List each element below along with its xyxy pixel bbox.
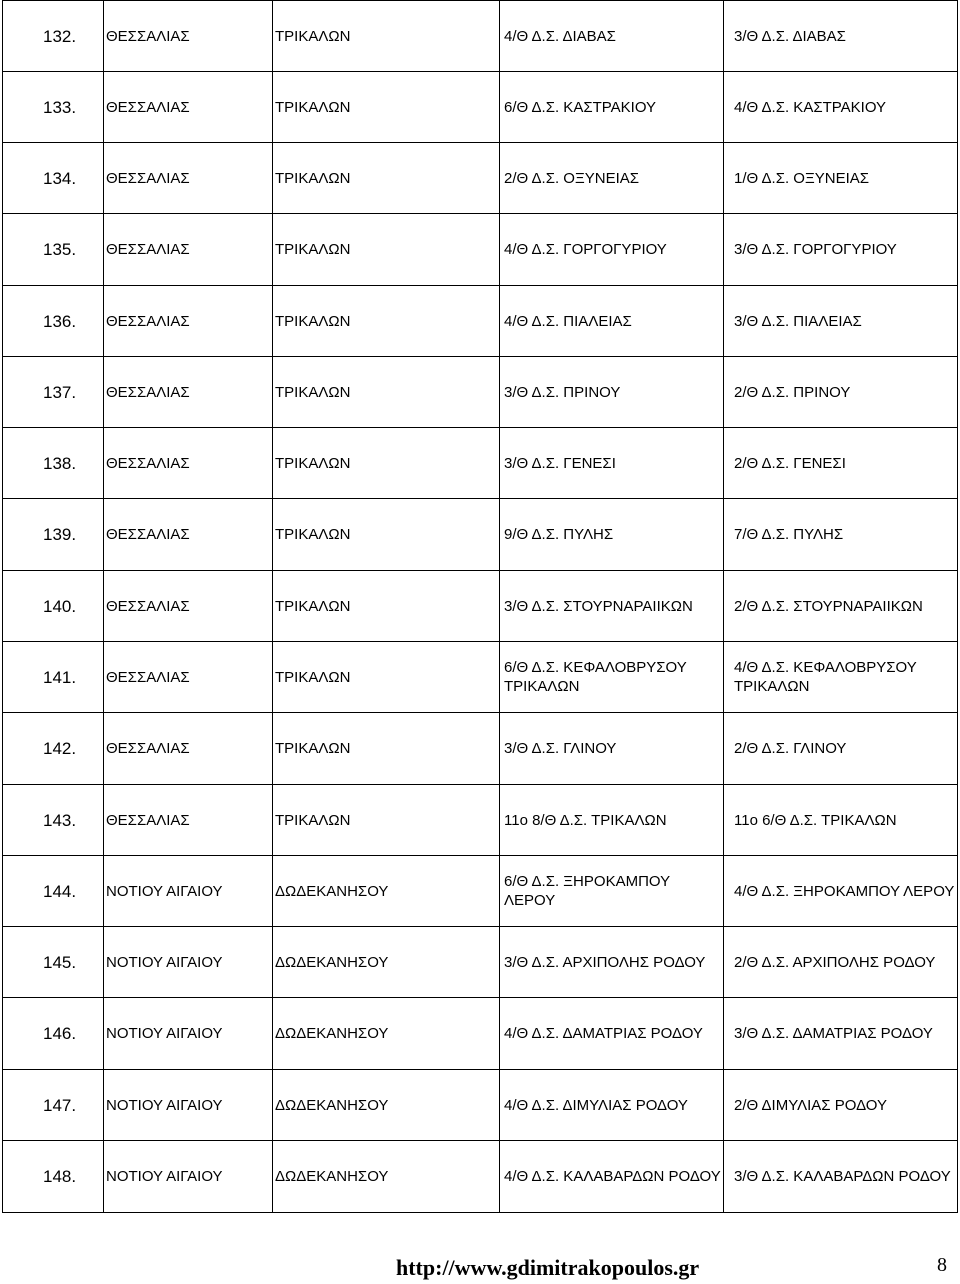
to-school-cell: 3/Θ Δ.Σ. ΔΑΜΑΤΡΙΑΣ ΡΟΔΟΥ xyxy=(724,998,958,1070)
prefecture-cell: ΤΡΙΚΑΛΩΝ xyxy=(273,357,500,428)
table-row xyxy=(3,1141,958,1213)
prefecture-cell: ΤΡΙΚΑΛΩΝ xyxy=(273,499,500,571)
prefecture-cell: ΤΡΙΚΑΛΩΝ xyxy=(273,1,500,72)
table-row xyxy=(3,357,958,428)
footer-website-link[interactable]: http://www.gdimitrakopoulos.gr xyxy=(396,1255,700,1280)
prefecture-cell: ΔΩΔΕΚΑΝΗΣΟΥ xyxy=(273,1141,500,1213)
region-cell: ΝΟΤΙΟΥ ΑΙΓΑΙΟΥ xyxy=(104,927,273,998)
prefecture-cell: ΤΡΙΚΑΛΩΝ xyxy=(273,785,500,856)
to-school-cell: 2/Θ Δ.Σ. ΓΕΝΕΣΙ xyxy=(724,428,958,499)
table-body xyxy=(3,1,958,1213)
row-number: 132. xyxy=(3,1,104,72)
to-school-cell: 4/Θ Δ.Σ. ΞΗΡΟΚΑΜΠΟΥ ΛΕΡΟΥ xyxy=(724,856,958,927)
prefecture-cell: ΤΡΙΚΑΛΩΝ xyxy=(273,428,500,499)
row-number: 142. xyxy=(3,713,104,785)
prefecture-cell: ΤΡΙΚΑΛΩΝ xyxy=(273,642,500,713)
region-cell: ΝΟΤΙΟΥ ΑΙΓΑΙΟΥ xyxy=(104,998,273,1070)
from-school-cell: 3/Θ Δ.Σ. ΠΡΙΝΟΥ xyxy=(500,357,724,428)
prefecture-cell: ΤΡΙΚΑΛΩΝ xyxy=(273,571,500,642)
row-number: 145. xyxy=(3,927,104,998)
to-school-cell: 4/Θ Δ.Σ. ΚΕΦΑΛΟΒΡΥΣΟΥ ΤΡΙΚΑΛΩΝ xyxy=(724,642,958,713)
from-school-cell: 6/Θ Δ.Σ. ΚΕΦΑΛΟΒΡΥΣΟΥ ΤΡΙΚΑΛΩΝ xyxy=(500,642,724,713)
prefecture-cell: ΔΩΔΕΚΑΝΗΣΟΥ xyxy=(273,856,500,927)
from-school-cell: 3/Θ Δ.Σ. ΣΤΟΥΡΝΑΡΑΙΙΚΩΝ xyxy=(500,571,724,642)
prefecture-cell: ΔΩΔΕΚΑΝΗΣΟΥ xyxy=(273,927,500,998)
school-upgrade-table xyxy=(2,0,958,1213)
region-cell: ΘΕΣΣΑΛΙΑΣ xyxy=(104,72,273,143)
table-row xyxy=(3,927,958,998)
from-school-cell: 4/Θ Δ.Σ. ΚΑΛΑΒΑΡΔΩΝ ΡΟΔΟΥ xyxy=(500,1141,724,1213)
to-school-cell: 3/Θ Δ.Σ. ΠΙΑΛΕΙΑΣ xyxy=(724,286,958,357)
region-cell: ΘΕΣΣΑΛΙΑΣ xyxy=(104,357,273,428)
row-number: 141. xyxy=(3,642,104,713)
prefecture-cell: ΔΩΔΕΚΑΝΗΣΟΥ xyxy=(273,1070,500,1141)
region-cell: ΘΕΣΣΑΛΙΑΣ xyxy=(104,499,273,571)
to-school-cell: 2/Θ Δ.Σ. ΑΡΧΙΠΟΛΗΣ ΡΟΔΟΥ xyxy=(724,927,958,998)
table-row xyxy=(3,1070,958,1141)
table-row xyxy=(3,214,958,286)
row-number: 133. xyxy=(3,72,104,143)
row-number: 146. xyxy=(3,998,104,1070)
from-school-cell: 4/Θ Δ.Σ. ΓΟΡΓΟΓΥΡΙΟΥ xyxy=(500,214,724,286)
prefecture-cell: ΤΡΙΚΑΛΩΝ xyxy=(273,286,500,357)
to-school-cell: 11ο 6/Θ Δ.Σ. ΤΡΙΚΑΛΩΝ xyxy=(724,785,958,856)
table-row xyxy=(3,998,958,1070)
from-school-cell: 4/Θ Δ.Σ. ΔΑΜΑΤΡΙΑΣ ΡΟΔΟΥ xyxy=(500,998,724,1070)
region-cell: ΘΕΣΣΑΛΙΑΣ xyxy=(104,785,273,856)
table-row xyxy=(3,428,958,499)
region-cell: ΘΕΣΣΑΛΙΑΣ xyxy=(104,571,273,642)
to-school-cell: 4/Θ Δ.Σ. ΚΑΣΤΡΑΚΙΟΥ xyxy=(724,72,958,143)
to-school-cell: 2/Θ Δ.Σ. ΓΛΙΝΟΥ xyxy=(724,713,958,785)
region-cell: ΘΕΣΣΑΛΙΑΣ xyxy=(104,642,273,713)
row-number: 134. xyxy=(3,143,104,214)
row-number: 147. xyxy=(3,1070,104,1141)
from-school-cell: 4/Θ Δ.Σ. ΔΙΑΒΑΣ xyxy=(500,1,724,72)
prefecture-cell: ΤΡΙΚΑΛΩΝ xyxy=(273,713,500,785)
from-school-cell: 4/Θ Δ.Σ. ΠΙΑΛΕΙΑΣ xyxy=(500,286,724,357)
region-cell: ΝΟΤΙΟΥ ΑΙΓΑΙΟΥ xyxy=(104,1141,273,1213)
row-number: 139. xyxy=(3,499,104,571)
row-number: 136. xyxy=(3,286,104,357)
table-row xyxy=(3,1,958,72)
region-cell: ΘΕΣΣΑΛΙΑΣ xyxy=(104,1,273,72)
prefecture-cell: ΤΡΙΚΑΛΩΝ xyxy=(273,143,500,214)
to-school-cell: 2/Θ Δ.Σ. ΠΡΙΝΟΥ xyxy=(724,357,958,428)
from-school-cell: 6/Θ Δ.Σ. ΚΑΣΤΡΑΚΙΟΥ xyxy=(500,72,724,143)
region-cell: ΘΕΣΣΑΛΙΑΣ xyxy=(104,286,273,357)
row-number: 148. xyxy=(3,1141,104,1213)
table-row xyxy=(3,785,958,856)
row-number: 143. xyxy=(3,785,104,856)
from-school-cell: 3/Θ Δ.Σ. ΓΕΝΕΣΙ xyxy=(500,428,724,499)
from-school-cell: 4/Θ Δ.Σ. ΔΙΜΥΛΙΑΣ ΡΟΔΟΥ xyxy=(500,1070,724,1141)
from-school-cell: 2/Θ Δ.Σ. ΟΞΥΝΕΙΑΣ xyxy=(500,143,724,214)
to-school-cell: 3/Θ Δ.Σ. ΔΙΑΒΑΣ xyxy=(724,1,958,72)
prefecture-cell: ΤΡΙΚΑΛΩΝ xyxy=(273,72,500,143)
row-number: 140. xyxy=(3,571,104,642)
region-cell: ΘΕΣΣΑΛΙΑΣ xyxy=(104,214,273,286)
region-cell: ΘΕΣΣΑΛΙΑΣ xyxy=(104,143,273,214)
region-cell: ΘΕΣΣΑΛΙΑΣ xyxy=(104,713,273,785)
table-row xyxy=(3,642,958,713)
page-number: 8 xyxy=(937,1254,947,1276)
region-cell: ΘΕΣΣΑΛΙΑΣ xyxy=(104,428,273,499)
table-row xyxy=(3,499,958,571)
to-school-cell: 2/Θ ΔΙΜΥΛΙΑΣ ΡΟΔΟΥ xyxy=(724,1070,958,1141)
table-row xyxy=(3,286,958,357)
table-row xyxy=(3,571,958,642)
prefecture-cell: ΔΩΔΕΚΑΝΗΣΟΥ xyxy=(273,998,500,1070)
table-row xyxy=(3,143,958,214)
to-school-cell: 2/Θ Δ.Σ. ΣΤΟΥΡΝΑΡΑΙΙΚΩΝ xyxy=(724,571,958,642)
to-school-cell: 3/Θ Δ.Σ. ΚΑΛΑΒΑΡΔΩΝ ΡΟΔΟΥ xyxy=(724,1141,958,1213)
region-cell: ΝΟΤΙΟΥ ΑΙΓΑΙΟΥ xyxy=(104,856,273,927)
row-number: 138. xyxy=(3,428,104,499)
to-school-cell: 3/Θ Δ.Σ. ΓΟΡΓΟΓΥΡΙΟΥ xyxy=(724,214,958,286)
row-number: 137. xyxy=(3,357,104,428)
table-row xyxy=(3,713,958,785)
table-row xyxy=(3,856,958,927)
from-school-cell: 3/Θ Δ.Σ. ΓΛΙΝΟΥ xyxy=(500,713,724,785)
region-cell: ΝΟΤΙΟΥ ΑΙΓΑΙΟΥ xyxy=(104,1070,273,1141)
row-number: 135. xyxy=(3,214,104,286)
to-school-cell: 1/Θ Δ.Σ. ΟΞΥΝΕΙΑΣ xyxy=(724,143,958,214)
to-school-cell: 7/Θ Δ.Σ. ΠΥΛΗΣ xyxy=(724,499,958,571)
from-school-cell: 9/Θ Δ.Σ. ΠΥΛΗΣ xyxy=(500,499,724,571)
row-number: 144. xyxy=(3,856,104,927)
from-school-cell: 6/Θ Δ.Σ. ΞΗΡΟΚΑΜΠΟΥ ΛΕΡΟΥ xyxy=(500,856,724,927)
table-row xyxy=(3,72,958,143)
from-school-cell: 3/Θ Δ.Σ. ΑΡΧΙΠΟΛΗΣ ΡΟΔΟΥ xyxy=(500,927,724,998)
from-school-cell: 11ο 8/Θ Δ.Σ. ΤΡΙΚΑΛΩΝ xyxy=(500,785,724,856)
prefecture-cell: ΤΡΙΚΑΛΩΝ xyxy=(273,214,500,286)
